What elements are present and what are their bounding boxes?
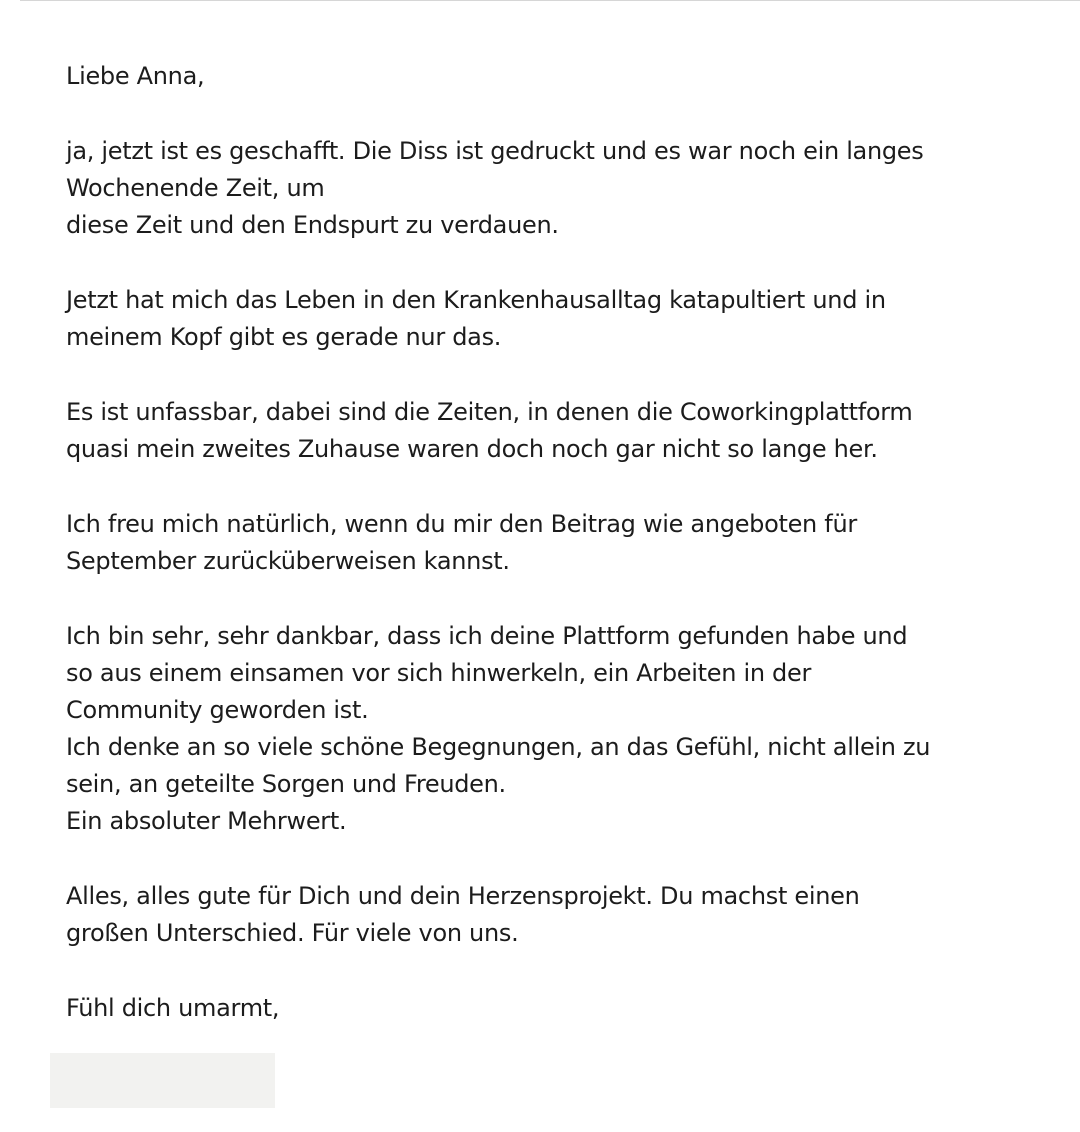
paragraph-line: diese Zeit und den Endspurt zu verdauen.: [66, 211, 559, 239]
paragraph-gap: [66, 468, 1056, 506]
paragraph-line: Ich bin sehr, sehr dankbar, dass ich deine Plattform gefunden habe und: [66, 622, 908, 650]
paragraph: [66, 394, 1056, 468]
paragraph-line: Community geworden ist.: [66, 696, 369, 724]
paragraph: [66, 878, 1056, 952]
paragraph-line: Wochenende Zeit, um: [66, 174, 325, 202]
paragraph-line: Jetzt hat mich das Leben in den Krankenhausalltag katapultiert und in: [66, 286, 886, 314]
paragraph: [66, 506, 1056, 580]
paragraph-line: ja, jetzt ist es geschafft. Die Diss ist gedruckt und es war noch ein langes: [66, 137, 924, 165]
closing: Fühl dich umarmt,: [66, 994, 280, 1022]
paragraph-gap: [66, 840, 1056, 878]
paragraph-line: Ich denke an so viele schöne Begegnungen, an das Gefühl, nicht allein zu: [66, 733, 931, 761]
paragraph-line: großen Unterschied. Für viele von uns.: [66, 919, 519, 947]
paragraph-line: Es ist unfassbar, dabei sind die Zeiten, in denen die Coworkingplattform: [66, 398, 913, 426]
paragraph: [66, 618, 1056, 840]
redacted-signature: [50, 1053, 275, 1108]
paragraph-line: so aus einem einsamen vor sich hinwerkeln, ein Arbeiten in der: [66, 659, 812, 687]
paragraph-line: Ich freu mich natürlich, wenn du mir den Beitrag wie angeboten für: [66, 510, 857, 538]
paragraph-gap: [66, 244, 1056, 282]
paragraph-gap: [66, 580, 1056, 618]
email-body: [66, 58, 1056, 1027]
paragraph-line: meinem Kopf gibt es gerade nur das.: [66, 323, 502, 351]
paragraph: [66, 133, 1056, 244]
paragraph-gap: [66, 952, 1056, 990]
paragraph-line: Alles, alles gute für Dich und dein Herzensprojekt. Du machst einen: [66, 882, 860, 910]
top-divider: [20, 0, 1080, 1]
greeting: Liebe Anna,: [66, 62, 205, 90]
paragraph-line: Ein absoluter Mehrwert.: [66, 807, 347, 835]
paragraph-gap: [66, 356, 1056, 394]
paragraph-gap: [66, 95, 1056, 133]
paragraph-line: September zurücküberweisen kannst.: [66, 547, 510, 575]
paragraph: [66, 282, 1056, 356]
paragraph-line: quasi mein zweites Zuhause waren doch noch gar nicht so lange her.: [66, 435, 878, 463]
paragraph-line: sein, an geteilte Sorgen und Freuden.: [66, 770, 506, 798]
